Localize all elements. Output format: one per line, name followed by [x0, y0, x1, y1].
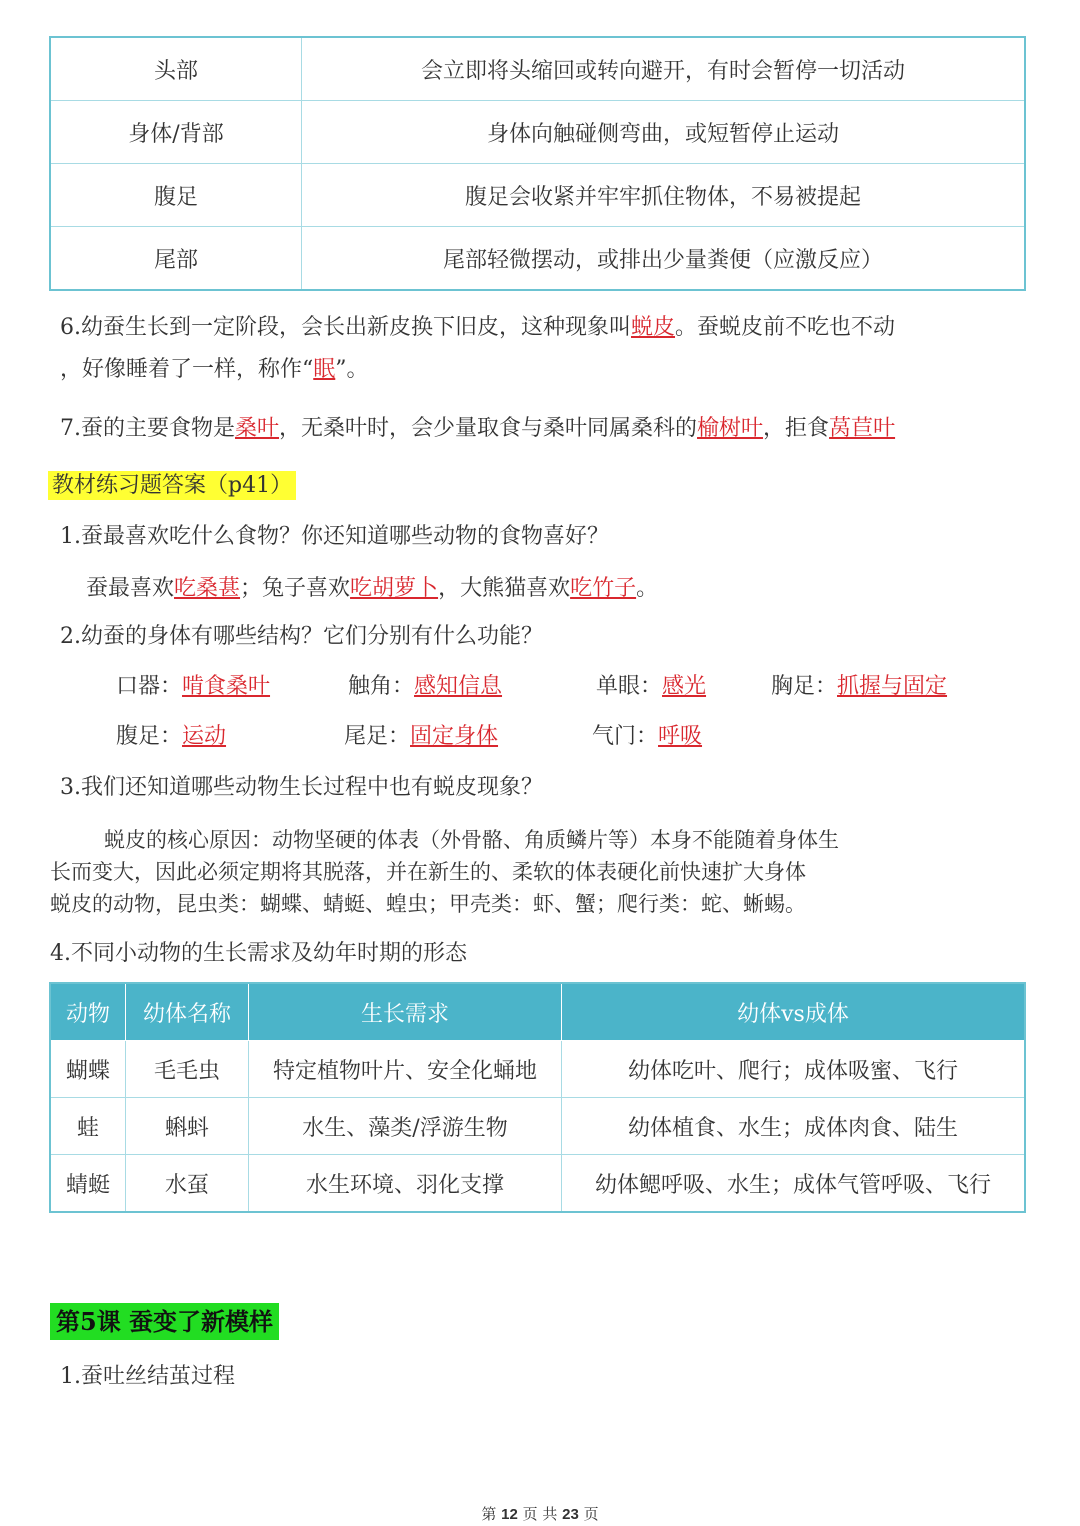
table-cell: 幼体吃叶、爬行；成体吸蜜、飞行 [562, 1041, 1026, 1098]
table-cell: 腹足会收紧并牢牢抓住物体，不易被提起 [302, 164, 1026, 227]
table-cell: 身体向触碰侧弯曲，或短暂停止运动 [302, 101, 1026, 164]
table-cell: 尾部轻微摆动，或排出少量粪便（应激反应） [302, 227, 1026, 291]
item6-line2: ，好像睡着了一样，称作“眠”。 [60, 357, 369, 382]
answer-term: 眠 [313, 357, 336, 382]
table-row [50, 101, 1025, 164]
table-cell: 尾部 [50, 227, 302, 291]
answer-term: 吃胡萝卜 [350, 576, 439, 601]
q2-part: 气门：呼吸 [592, 724, 703, 749]
table-row [50, 1098, 1025, 1155]
q2-part: 触角：感知信息 [348, 674, 503, 699]
q2-part: 腹足：运动 [116, 724, 227, 749]
q2-question: 2.幼蚕的身体有哪些结构？它们分别有什么功能？ [60, 624, 543, 649]
column-header: 幼体名称 [126, 983, 249, 1041]
q1-question: 1.蚕最喜欢吃什么食物？你还知道哪些动物的食物喜好？ [60, 524, 609, 549]
table-cell: 特定植物叶片、安全化蛹地 [249, 1041, 562, 1098]
exercise-heading: 教材练习题答案（p41） [48, 471, 296, 501]
table-row [50, 1041, 1025, 1098]
page-total: 23 [562, 1506, 579, 1523]
q3-answer-line: 长而变大，因此必须定期将其脱落，并在新生的、柔软的体表硬化前快速扩大身体 [50, 860, 806, 884]
q2-part: 口器：啃食桑叶 [116, 674, 271, 699]
q2-part: 胸足：抓握与固定 [771, 674, 948, 699]
table-cell: 蝴蝶 [50, 1041, 126, 1098]
answer-term: 莴苣叶 [829, 416, 896, 441]
column-header: 幼体vs成体 [562, 983, 1026, 1041]
q3-answer-line: 蜕皮的核心原因：动物坚硬的体表（外骨骼、角质鳞片等）本身不能随着身体生 [104, 828, 839, 852]
answer-term: 蜕皮 [631, 315, 676, 340]
page-number: 12 [501, 1506, 518, 1523]
table-cell: 幼体鳃呼吸、水生；成体气管呼吸、飞行 [562, 1155, 1026, 1213]
q2-part: 单眼：感光 [596, 674, 707, 699]
column-header: 动物 [50, 983, 126, 1041]
table-row [50, 1155, 1025, 1213]
q2-part: 尾足：固定身体 [344, 724, 499, 749]
table-cell: 会立即将头缩回或转向避开，有时会暂停一切活动 [302, 37, 1026, 101]
q1-answer: 蚕最喜欢吃桑葚；兔子喜欢吃胡萝卜，大熊猫喜欢吃竹子。 [86, 576, 659, 601]
growth-table [49, 982, 1026, 1213]
lesson5-item1: 1.蚕吐丝结茧过程 [60, 1364, 235, 1389]
answer-term: 榆树叶 [697, 416, 764, 441]
q3-question: 3.我们还知道哪些动物生长过程中也有蜕皮现象？ [60, 775, 543, 800]
q4-title: 4.不同小动物的生长需求及幼年时期的形态 [50, 941, 467, 966]
answer-term: 桑叶 [235, 416, 280, 441]
table-header-row [50, 983, 1025, 1041]
table-row [50, 164, 1025, 227]
table-row [50, 37, 1025, 101]
table-row [50, 227, 1025, 291]
table-cell: 身体/背部 [50, 101, 302, 164]
item7: 7.蚕的主要食物是桑叶，无桑叶时，会少量取食与桑叶同属桑科的榆树叶，拒食莴苣叶 [60, 416, 896, 441]
table-cell: 蝌蚪 [126, 1098, 249, 1155]
reaction-table [49, 36, 1026, 291]
table-cell: 毛毛虫 [126, 1041, 249, 1098]
table-cell: 水生环境、羽化支撑 [249, 1155, 562, 1213]
column-header: 生长需求 [249, 983, 562, 1041]
item6-line1: 6.幼蚕生长到一定阶段，会长出新皮换下旧皮，这种现象叫蜕皮。蚕蜕皮前不吃也不动 [60, 315, 896, 340]
page-footer: 第 12 页 共 23 页 [481, 1505, 599, 1523]
q3-answer-line: 蜕皮的动物，昆虫类：蝴蝶、蜻蜓、蝗虫；甲壳类：虾、蟹；爬行类：蛇、蜥蜴。 [50, 892, 806, 916]
answer-term: 吃桑葚 [174, 576, 241, 601]
table-cell: 蜻蜓 [50, 1155, 126, 1213]
table-cell: 水生、藻类/浮游生物 [249, 1098, 562, 1155]
table-cell: 头部 [50, 37, 302, 101]
table-cell: 蛙 [50, 1098, 126, 1155]
lesson5-heading: 第5课 蚕变了新模样 [50, 1307, 279, 1337]
table-cell: 腹足 [50, 164, 302, 227]
answer-term: 吃竹子 [570, 576, 637, 601]
table-cell: 幼体植食、水生；成体肉食、陆生 [562, 1098, 1026, 1155]
table-cell: 水虿 [126, 1155, 249, 1213]
